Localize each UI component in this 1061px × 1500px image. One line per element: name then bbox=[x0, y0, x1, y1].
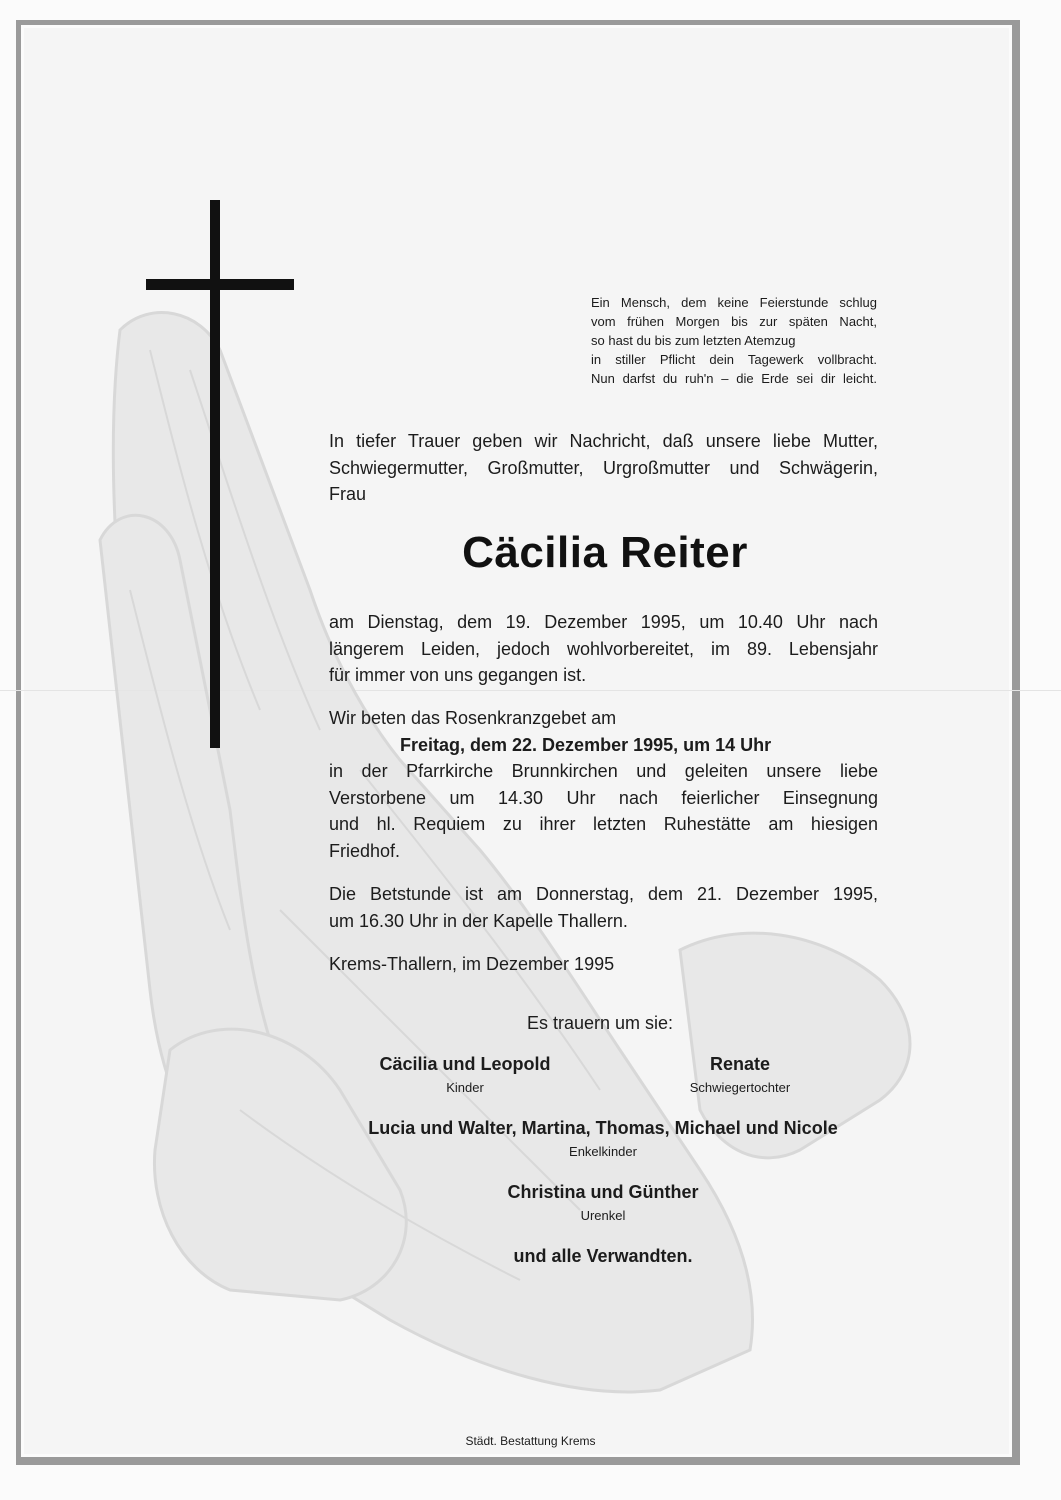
rosary-line: in der Pfarrkirche Brunnkirchen und geleiten unsere liebe bbox=[329, 761, 878, 781]
grandchildren-names: Lucia und Walter, Martina, Thomas, Michael und Nicole bbox=[368, 1118, 838, 1138]
poem-line: vom frühen Morgen bis zur späten Nacht, bbox=[591, 314, 877, 329]
rosary-date: Freitag, dem 22. Dezember 1995, um 14 Uhr bbox=[400, 734, 772, 755]
great-grandchildren-names: Christina und Günther bbox=[507, 1182, 699, 1202]
funeral-home: Städt. Bestattung Krems bbox=[465, 1434, 596, 1448]
death-line: längerem Leiden, jedoch wohlvorbereitet, im 89. Lebensjahr bbox=[329, 638, 878, 659]
place-date: Krems-Thallern, im Dezember 1995 bbox=[329, 954, 615, 974]
cross-horizontal-bar bbox=[146, 279, 294, 290]
mourners-heading: Es trauern um sie: bbox=[526, 1013, 674, 1033]
betstunde-line: um 16.30 Uhr in der Kapelle Thallern. bbox=[329, 910, 628, 931]
announcement bbox=[329, 428, 878, 508]
poem-line: Ein Mensch, dem keine Feierstunde schlug bbox=[591, 295, 877, 310]
poem-line: Nun darfst du ruh'n – die Erde sei dir leicht. bbox=[591, 371, 877, 386]
daughter-in-law-label: Schwiegertochter bbox=[689, 1080, 791, 1095]
grandchildren-label: Enkelkinder bbox=[569, 1144, 637, 1159]
daughter-in-law-name: Renate bbox=[709, 1054, 771, 1074]
rosary-notice bbox=[329, 705, 878, 864]
children-label: Kinder bbox=[446, 1080, 484, 1095]
poem-line: in stiller Pflicht dein Tagewerk vollbracht. bbox=[591, 352, 877, 367]
relatives: und alle Verwandten. bbox=[513, 1246, 693, 1266]
death-notice bbox=[329, 609, 878, 689]
great-grandchildren-label: Urenkel bbox=[580, 1208, 626, 1223]
poem-line: so hast du bis zum letzten Atemzug bbox=[591, 333, 796, 348]
betstunde-notice bbox=[329, 881, 878, 934]
death-line: für immer von uns gegangen ist. bbox=[329, 665, 587, 685]
rosary-line: Friedhof. bbox=[329, 840, 401, 861]
poem bbox=[591, 293, 877, 388]
rosary-intro: Wir beten das Rosenkranzgebet am bbox=[329, 708, 617, 728]
rosary-line: Verstorbene um 14.30 Uhr nach feierlicher Einsegnung bbox=[329, 787, 878, 808]
deceased-name: Cäcilia Reiter bbox=[462, 528, 748, 577]
rosary-line: und hl. Requiem zu ihrer letzten Ruhestätte am hiesigen bbox=[329, 814, 878, 834]
announcement-line: Schwiegermutter, Großmutter, Urgroßmutter und Schwägerin, bbox=[329, 457, 878, 478]
children-names: Cäcilia und Leopold bbox=[379, 1054, 551, 1074]
announcement-line: Frau bbox=[329, 484, 367, 504]
death-line: am Dienstag, dem 19. Dezember 1995, um 10.40 Uhr nach bbox=[329, 612, 878, 632]
betstunde-line: Die Betstunde ist am Donnerstag, dem 21. Dezember 1995, bbox=[329, 884, 878, 904]
announcement-line: In tiefer Trauer geben wir Nachricht, daß unsere liebe Mutter, bbox=[329, 431, 878, 451]
